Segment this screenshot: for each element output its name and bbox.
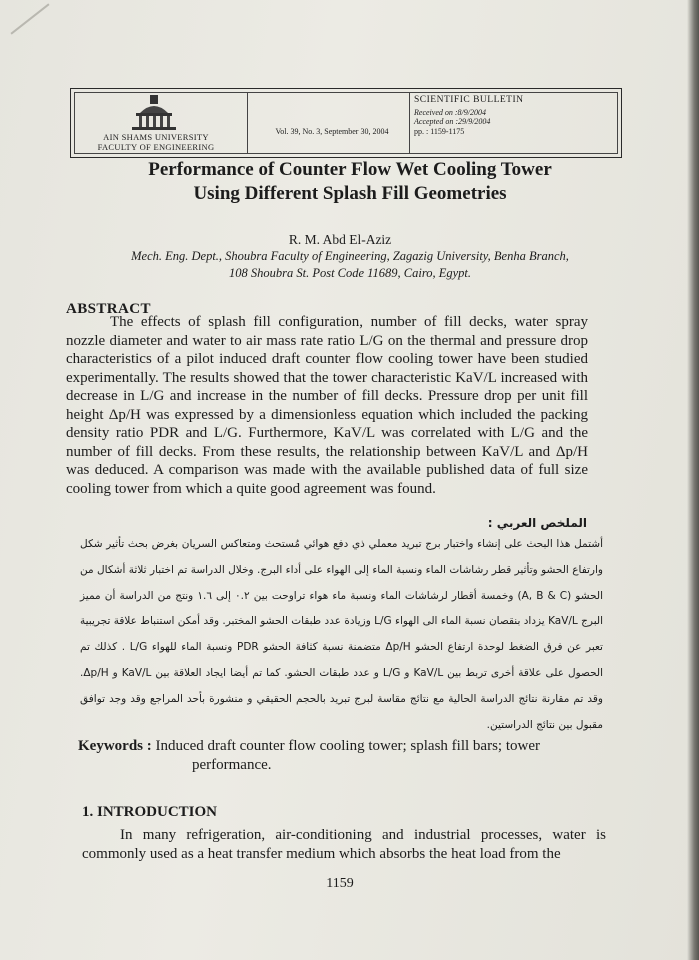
keywords-label: Keywords : <box>78 738 152 754</box>
title-line-1: Performance of Counter Flow Wet Cooling Tower <box>148 159 552 180</box>
journal-header-box <box>70 88 622 158</box>
university-logo-icon <box>126 93 182 133</box>
accepted-date: Accepted on :29/9/2004 <box>414 117 491 126</box>
university-name <box>81 132 231 152</box>
faculty-line: FACULTY OF ENGINEERING <box>97 142 215 152</box>
bulletin-info <box>414 96 614 136</box>
arabic-abstract-heading: الملخص العربي : <box>487 516 587 530</box>
abstract-text: The effects of splash fill configuration, number of fill decks, water spray nozzle diameter and water to air mass rate ratio L/G on the thermal and pressure drop characteristics of a pilot induced draft counter flow cooling tower have been studied experimentally. The results showed that the tower characteristic KaV/L increased with decrease in L/G and increase in the number of fill decks. Pressure drop per unit fill height Δp/H was expressed by a dimensionless equation which included the packing density ratio PDR and L/G. Furthermore, KaV/L was correlated with L/G and the number of fill decks. From these results, the relationship between KaV/L and Δp/H was deduced. A comparison was made with the available published data of full size cooling tower from which a quite good agreement was found. <box>66 314 588 497</box>
introduction-heading: 1. INTRODUCTION <box>82 804 218 820</box>
author-affiliation <box>70 248 630 282</box>
abstract-body <box>66 313 588 498</box>
keywords-line-2: performance. <box>192 757 272 773</box>
page-range: pp. : 1159-1175 <box>414 126 465 136</box>
received-date: Received on :8/9/2004 <box>414 107 486 117</box>
page-number: 1159 <box>326 876 354 891</box>
affiliation-line-1: Mech. Eng. Dept., Shoubra Faculty of Engineering, Zagazig University, Benha Branch, <box>131 249 569 263</box>
header-divider-left <box>247 92 248 154</box>
bulletin-title: SCIENTIFIC BULLETIN <box>414 95 524 105</box>
paper-title <box>60 158 640 206</box>
university-line: AIN SHAMS UNIVERSITY <box>103 132 209 142</box>
header-divider-right <box>409 92 410 154</box>
author-name: R. M. Abd El-Aziz <box>288 232 392 247</box>
page-edge-shadow <box>687 0 699 960</box>
keywords-line-1: Induced draft counter flow cooling tower; splash fill bars; tower <box>155 738 540 754</box>
keywords-block <box>78 737 603 775</box>
paper-crease <box>10 3 49 34</box>
volume-info: Vol. 39, No. 3, September 30, 2004 <box>275 127 389 136</box>
affiliation-line-2: 108 Shoubra St. Post Code 11689, Cairo, Egypt. <box>228 266 471 280</box>
title-line-2: Using Different Splash Fill Geometries <box>193 183 507 204</box>
abstract-heading: ABSTRACT <box>66 301 151 317</box>
introduction-text: In many refrigeration, air-conditioning and industrial processes, water is commonly used as a heat transfer medium which absorbs the heat load from the <box>82 827 606 862</box>
arabic-abstract-body: أشتمل هذا البحث على إنشاء واختبار برج تبريد معملي ذي دفع هوائي مُستحث ومتعاكس السريان بغرض بحث تأثير شكل وارتفاع الحشو وتأثير قطر رشاشات الماء ونسبة الماء إلى الهواء على أداء البرج. وخلال الدراسة تم اختبار ثلاثة أشكال من الحشو (A, B & C) وخمسة أقطار لرشاشات الماء ونسبة ماء هواء تراوحت بين ٠.٢ إلى ١.٦ ونتج من الدراسة أن مميز البرج KaV/L يزداد بنقصان نسبة الماء الى الهواء L/G وزيادة عدد طبقات الحشو المختبر. وقد أمكن استنباط علاقة تجريبية تعبر عن فرق الضغط لوحدة ارتفاع الحشو Δp/H متضمنة نسبة كثافة الحشو PDR ونسبة الماء للهواء L/G . كذلك تم الحصول على علاقة أخرى تربط بين KaV/L و L/G و عدد طبقات الحشو. كما تم أيضا ايجاد العلاقة بين KaV/L و Δp/H. وقد تم مقارنة نتائج الدراسة الحالية مع نتائج مقاسة لبرج تبريد بالحجم الحقيقي و منشورة بأحد المراجع وقد وجد توافق مقبول بين نتائج الدراستين. <box>80 538 604 731</box>
